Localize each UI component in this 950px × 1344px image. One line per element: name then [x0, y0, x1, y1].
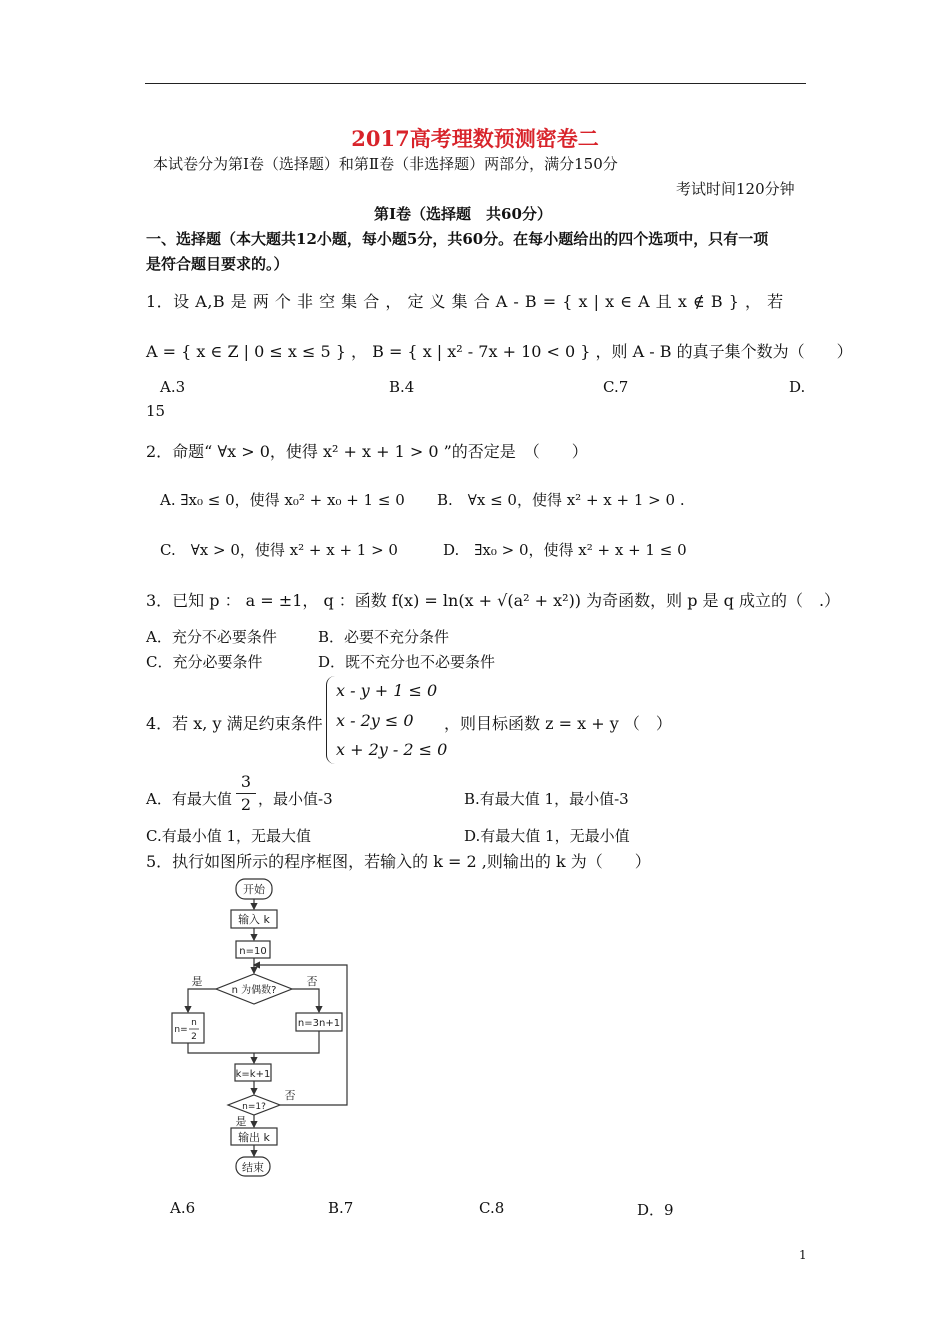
flowchart [160, 872, 360, 1184]
fraction-numerator: 3 [240, 772, 252, 791]
flow-even-numerator: n [191, 1018, 197, 1028]
q1-option-d: D. [789, 378, 806, 396]
q4-stem-right: ，则目标函数 z = x + y （ ） [444, 714, 672, 733]
q4-constraint-2: x - 2y ≤ 0 [336, 711, 414, 730]
q5-option-d: D．9 [637, 1201, 674, 1219]
section1-instruction-line2: 是符合题目要求的。） [146, 255, 289, 273]
q5-stem: 5．执行如图所示的程序框图，若输入的 k = 2 ,则输出的 k 为（ ） [146, 852, 651, 871]
q4-stem-left: 4．若 x, y 满足约束条件 [146, 714, 323, 733]
q1-option-c: C.7 [603, 378, 629, 396]
section1-instruction-line1: 一、选择题（本大题共12小题，每小题5分，共60分。在每小题给出的四个选项中，只有一项 [146, 230, 769, 248]
q1-stem-line2: A = { x ∈ Z | 0 ≤ x ≤ 5 } ， B = { x | x² - 7x + 10 < 0 } ，则 A - B 的真子集个数为（ ） [146, 342, 853, 361]
q4-option-a-prefix: A．有最大值 [146, 790, 232, 808]
q4-option-b: B.有最大值 1，最小值-3 [464, 790, 629, 808]
q3-option-d: D．既不充分也不必要条件 [318, 653, 496, 671]
q3-option-a: A．充分不必要条件 [146, 628, 277, 646]
q1-option-b: B.4 [389, 378, 415, 396]
flow-start-label: 开始 [243, 883, 265, 896]
q5-option-a: A.6 [170, 1199, 196, 1217]
q3-stem: 3．已知 p ： a = ±1， q ：函数 f(x) = ln(x + √(a² + x²)) 为奇函数，则 p 是 q 成立的（ .） [146, 591, 841, 610]
exam-time: 考试时间120分钟 [676, 180, 795, 198]
q2-stem: 2．命题“ ∀x > 0，使得 x² + x + 1 > 0 ”的否定是 （ ） [146, 442, 588, 461]
flow-cond2-yes: 是 [235, 1115, 247, 1128]
q5-option-c: C.8 [479, 1199, 505, 1217]
q4-constraint-3: x + 2y - 2 ≤ 0 [336, 740, 448, 759]
flow-incr-label: k=k+1 [235, 1069, 271, 1080]
q4-constraint-brace [326, 676, 335, 764]
fraction-denominator: 2 [240, 795, 252, 814]
q1-stem-line1: 1．设 A,B 是 两 个 非 空 集 合 ， 定 义 集 合 A - B = { x | x ∈ A 且 x ∉ B } ， 若 [146, 292, 784, 311]
q4-option-d: D.有最大值 1，无最小值 [464, 827, 630, 845]
flow-cond2-label: n=1? [242, 1102, 266, 1112]
q3-option-c: C．充分必要条件 [146, 653, 263, 671]
q4-option-a-fraction [236, 772, 256, 815]
q4-constraint-1: x - y + 1 ≤ 0 [336, 681, 438, 700]
flow-cond1-no: 否 [306, 975, 318, 988]
flow-cond2-no: 否 [284, 1089, 296, 1102]
flow-cond1-label: n 为偶数? [231, 985, 277, 996]
exam-intro: 本试卷分为第Ⅰ卷（选择题）和第Ⅱ卷（非选择题）两部分，满分150分 [153, 155, 618, 173]
flow-end-label: 结束 [242, 1161, 264, 1174]
top-rule [145, 83, 806, 84]
flow-even-prefix: n= [174, 1025, 188, 1035]
q2-option-d: D. ∃x₀ > 0，使得 x² + x + 1 ≤ 0 [443, 541, 687, 559]
q4-option-a-suffix: ，最小值-3 [258, 790, 333, 808]
flow-input-label: 输入 k [238, 913, 270, 926]
q3-option-b: B．必要不充分条件 [318, 628, 450, 646]
q5-option-b: B.7 [328, 1199, 354, 1217]
q1-option-d-value: 15 [146, 402, 166, 420]
part1-heading: 第Ⅰ卷（选择题 共60分） [374, 205, 552, 223]
flow-init-label: n=10 [239, 946, 267, 957]
q2-option-a: A. ∃x₀ ≤ 0，使得 x₀² + x₀ + 1 ≤ 0 [160, 491, 405, 509]
fraction-bar [236, 793, 256, 794]
page-number: 1 [799, 1248, 807, 1262]
flow-odd-label: n=3n+1 [297, 1018, 341, 1029]
flow-output-label: 输出 k [238, 1131, 270, 1144]
exam-title: 2017高考理数预测密卷二 [351, 126, 599, 151]
flow-even-denominator: 2 [191, 1032, 197, 1042]
q2-option-b: B. ∀x ≤ 0，使得 x² + x + 1 > 0 . [437, 491, 685, 509]
q1-option-a: A.3 [160, 378, 186, 396]
q2-option-c: C. ∀x > 0，使得 x² + x + 1 > 0 [160, 541, 398, 559]
q4-option-c: C.有最小值 1，无最大值 [146, 827, 312, 845]
flow-cond1-yes: 是 [191, 975, 203, 988]
